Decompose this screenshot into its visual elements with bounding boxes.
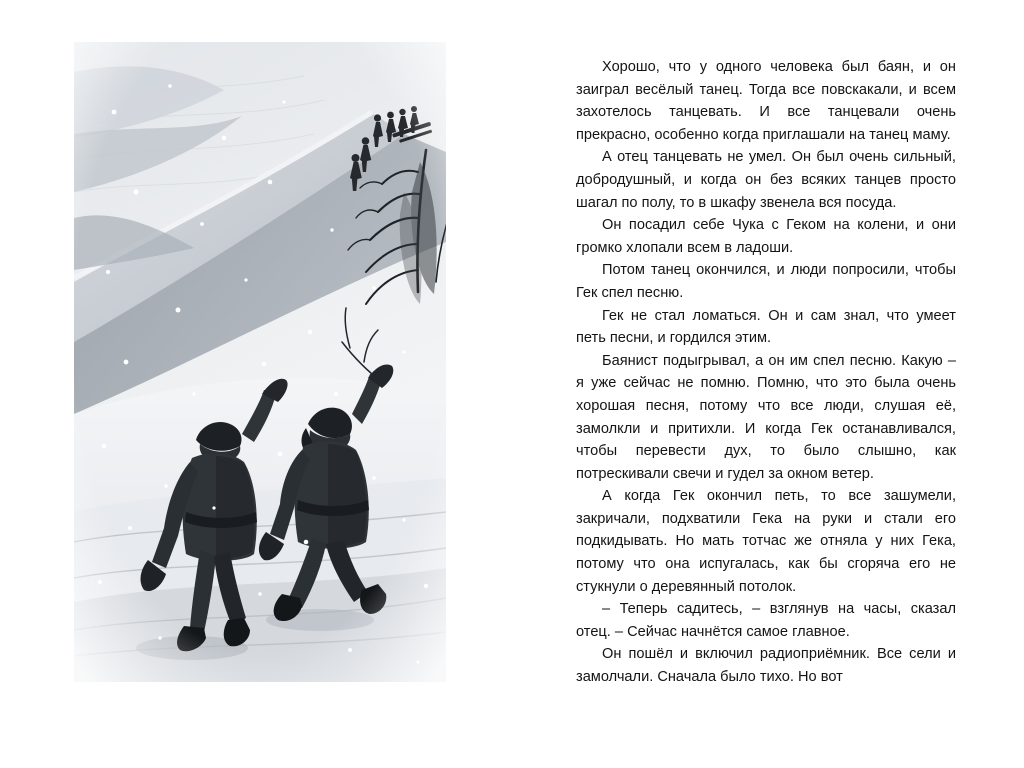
paragraph: Гек не стал ломаться. Он и сам знал, что умеет петь песни, и гордился этим. — [576, 307, 956, 347]
paragraph: Баянист подыгрывал, а он им спел песню. Какую – я уже сейчас не помню. Помню, что это была очень хорошая песня, потому что все люди, слушая её, замолкли и притихли. И когда Гек останавливался, чтобы перевести дух, то было слышно, как потрескивали свечи и гудел за окном ветер. — [576, 352, 956, 482]
winter-snow-scene-illustration — [74, 42, 446, 682]
paragraph: Он посадил себе Чука с Геком на колени, и они громко хлопали всем в ладоши. — [576, 217, 956, 256]
paragraph-dialogue: – Теперь садитесь, – взглянув на часы, сказал отец. – Сейчас начнётся самое главное. — [576, 601, 956, 640]
paragraph: Хорошо, что у одного человека был баян, и он заиграл весёлый танец. Тогда все повскакали, и всем захотелось танцевать. И все танцевали очень прекрасно, особенно когда приглашали на танец маму. — [576, 59, 956, 143]
paragraph: Потом танец окончился, и люди попросили, чтобы Гек спел песню. — [576, 262, 956, 301]
paragraph: А отец танцевать не умел. Он был очень сильный, добродушный, и когда он без всяких танцев просто шагал по полу, то в шкафу звенела вся посуда. — [576, 149, 956, 211]
body-text-column — [576, 56, 956, 689]
right-page — [512, 0, 1024, 768]
paragraph: Он пошёл и включил радиоприёмник. Все сели и замолчали. Сначала было тихо. Но вот — [576, 646, 956, 686]
paragraph: А когда Гек окончил петь, то все зашумели, закричали, подхватили Гека на руки и стали его подкидывать. Но мать тотчас же отняла у них Гека, потому что она испугалась, как бы сгоряча его не стукнули о деревянный потолок. — [576, 488, 956, 595]
